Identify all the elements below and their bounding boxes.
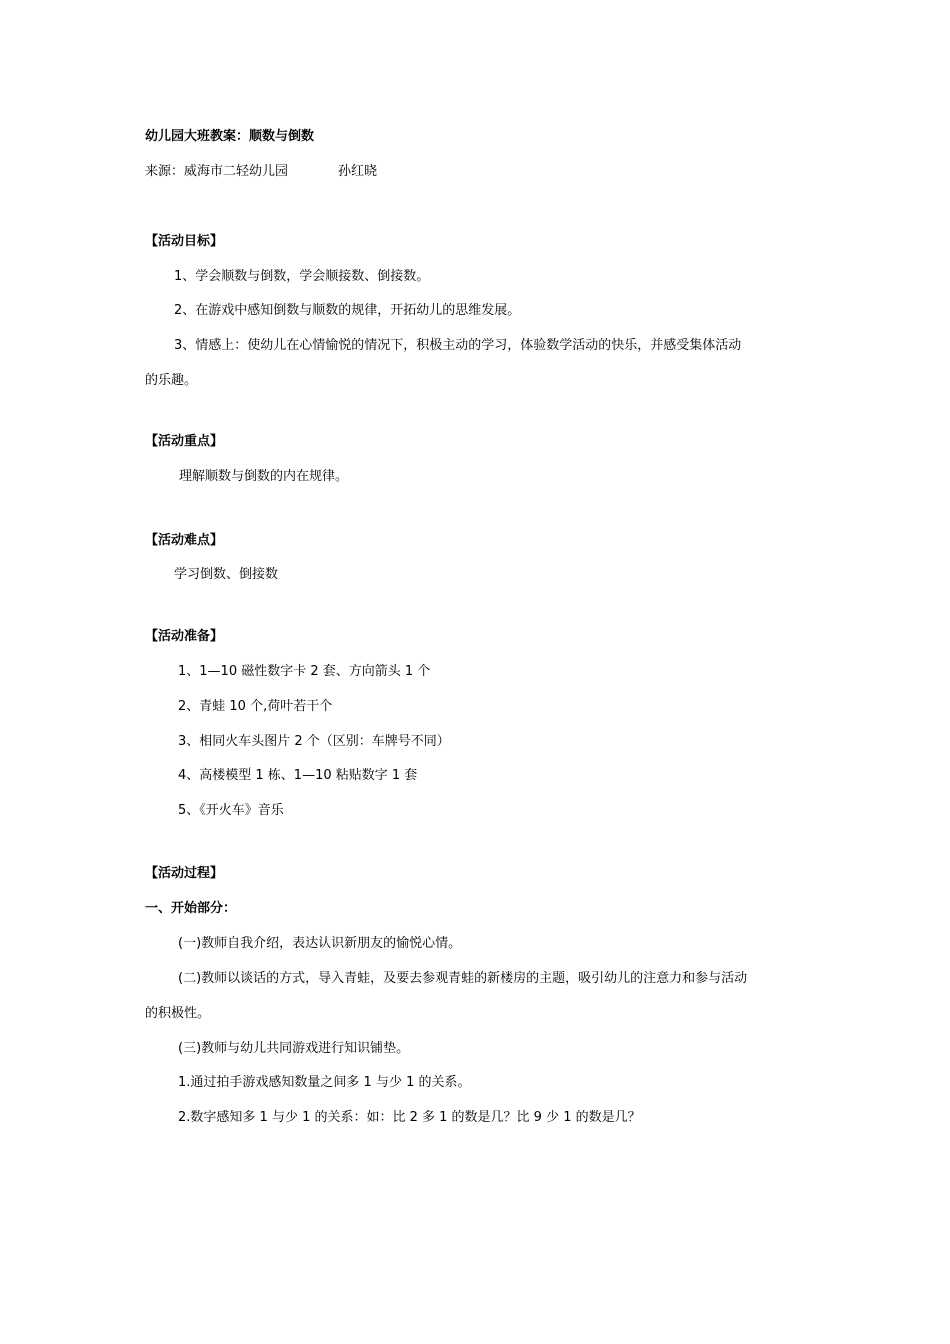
goal-item: 1、学会顺数与倒数，学会顺接数、倒接数。 (174, 269, 430, 284)
process-item: (三)教师与幼儿共同游戏进行知识铺垫。 (178, 1041, 410, 1056)
source-line (145, 163, 377, 181)
goals-heading: 【活动目标】 (145, 234, 224, 249)
process-heading: 【活动过程】 (145, 866, 224, 881)
process-part-heading: 一、开始部分： (145, 901, 237, 916)
goal-item: 3、情感上：使幼儿在心情愉悦的情况下，积极主动的学习，体验数学活动的快乐，并感受集体活动 (174, 338, 742, 353)
document-title: 幼儿园大班教案：顺数与倒数 (145, 129, 315, 144)
preparation-item: 5、《开火车》音乐 (178, 803, 284, 818)
process-item: (二)教师以谈话的方式，导入青蛙，及要去参观青蛙的新楼房的主题，吸引幼儿的注意力和参与活动 (178, 971, 748, 986)
process-item: (一)教师自我介绍，表达认识新朋友的愉悦心情。 (178, 936, 462, 951)
preparation-item: 4、高楼模型 1 栋、1—10 粘贴数字 1 套 (178, 768, 418, 783)
preparation-item: 2、青蛙 10 个,荷叶若干个 (178, 699, 333, 714)
author-name: 孙红晓 (338, 164, 378, 179)
process-item-continued: 的积极性。 (145, 1006, 211, 1021)
preparation-item: 1、1—10 磁性数字卡 2 套、方向箭头 1 个 (178, 664, 431, 679)
process-item: 1.通过拍手游戏感知数量之间多 1 与少 1 的关系。 (178, 1075, 471, 1090)
goal-item-continued: 的乐趣。 (145, 373, 198, 388)
focus-text: 理解顺数与倒数的内在规律。 (179, 469, 349, 484)
difficulty-heading: 【活动难点】 (145, 533, 224, 548)
preparation-item: 3、相同火车头图片 2 个（区别：车牌号不同） (178, 734, 450, 749)
focus-heading: 【活动重点】 (145, 434, 224, 449)
preparation-heading: 【活动准备】 (145, 629, 224, 644)
goal-item: 2、在游戏中感知倒数与顺数的规律，开拓幼儿的思维发展。 (174, 303, 521, 318)
difficulty-text: 学习倒数、倒接数 (174, 567, 279, 582)
process-item: 2.数字感知多 1 与少 1 的关系：如：比 2 多 1 的数是几？比 9 少 1 的数是几？ (178, 1110, 641, 1125)
source-label: 来源：威海市二轻幼儿园 (145, 164, 289, 179)
